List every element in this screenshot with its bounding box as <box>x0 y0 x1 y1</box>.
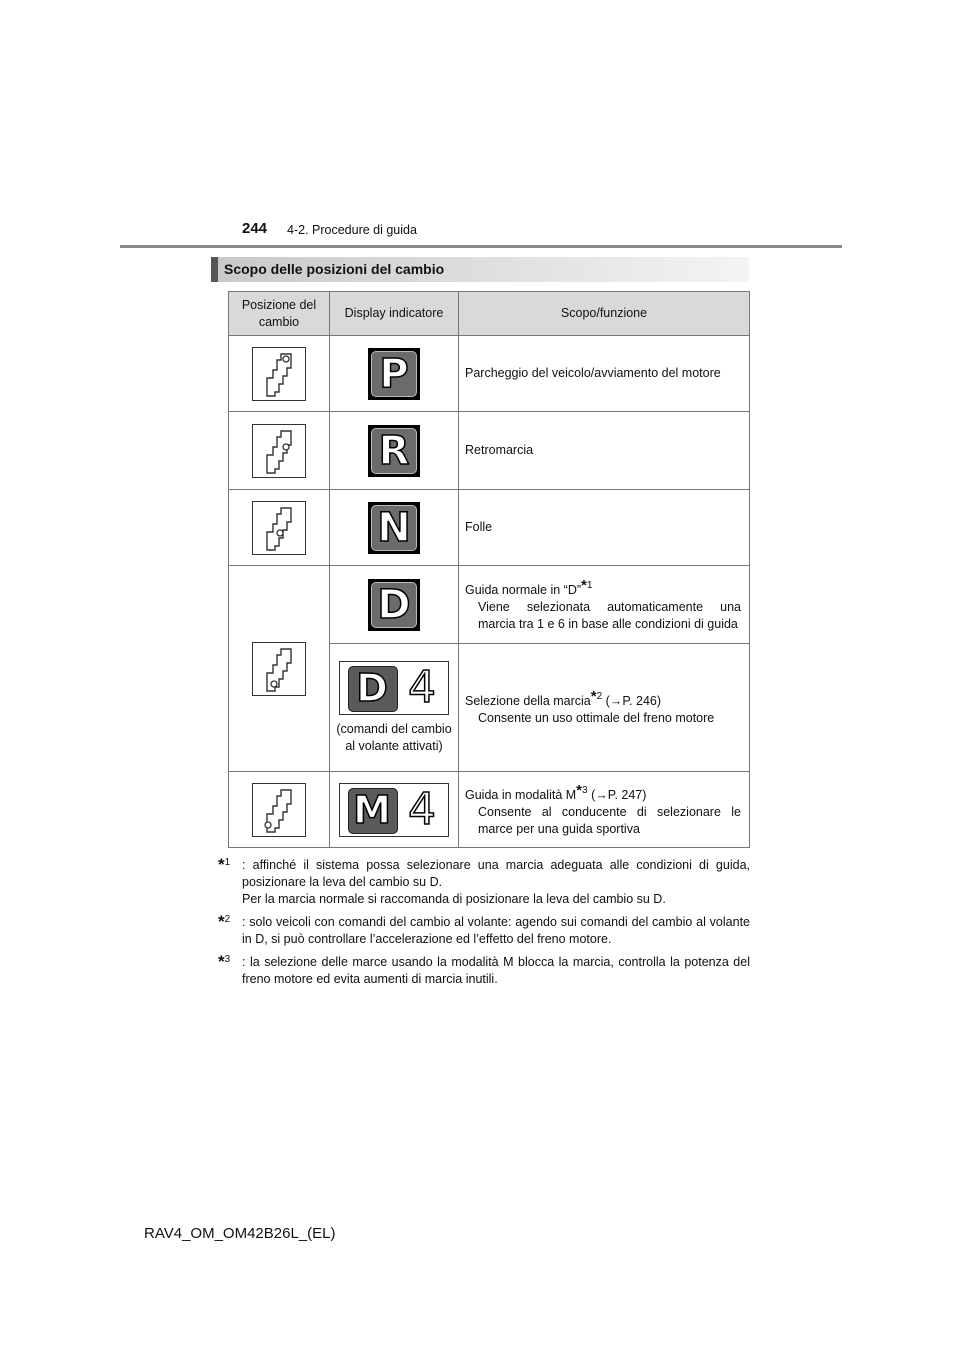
function-detail: Consente al conducente di selezionare le marce per una guida sportiva <box>478 804 741 836</box>
footnote-ref: 1 <box>586 579 593 591</box>
page-reference: (→P. 247) <box>591 787 647 802</box>
indicator-p-icon: P <box>368 348 420 400</box>
shift-gate-n-icon <box>252 501 306 555</box>
shift-position-table <box>228 291 750 848</box>
function-title: Selezione della marcia <box>465 694 591 708</box>
heading-tab-marker <box>211 257 218 282</box>
footnote-text: : la selezione delle marce usando la modalità M blocca la marcia, controlla la potenza del freno motore ed evita aumenti di marcia inutili. <box>242 955 750 986</box>
function-title: Guida normale in “D” <box>465 582 582 597</box>
document-code-footer: RAV4_OM_OM42B26L_(EL) <box>144 1225 336 1242</box>
shift-gate-p-icon <box>252 347 306 401</box>
footnotes <box>218 857 750 994</box>
shift-gate-d-icon <box>252 642 306 696</box>
footnote-ref: 2 <box>596 691 603 702</box>
section-breadcrumb: 4-2. Procedure di guida <box>287 223 417 237</box>
function-cell: Guida in modalità $M^{*3}$ (→P. 247) Consente al conducente di selezionare le marce per una guida sportiva <box>459 772 750 848</box>
section-heading-bar <box>211 257 749 282</box>
footnote-text: : solo veicoli con comandi del cambio al volante: agendo sui comandi del cambio al volante in D, si può controllare l’accelerazione ed l’effetto del freno motore. <box>242 915 750 946</box>
indicator-cell <box>330 772 459 848</box>
table-row <box>229 412 750 490</box>
function-cell: Folle <box>459 490 750 566</box>
footnote-3: *$^3$ : la selezione delle marce usando la modalità M blocca la marcia, controlla la potenza del freno motore ed evita aumenti di marcia inutili. <box>218 952 750 986</box>
function-cell: Retromarcia <box>459 412 750 490</box>
table-row <box>229 490 750 566</box>
shift-gate-m-icon <box>252 783 306 837</box>
footnote-2: *$^2$ : solo veicoli con comandi del cambio al volante: agendo sui comandi del cambio al volante in D, si può controllare l’accelerazione ed l’effetto del freno motore. <box>218 912 750 946</box>
page-number: 244 <box>242 220 268 237</box>
header-position: Posizione del cambio <box>229 292 330 336</box>
table-row <box>229 772 750 848</box>
indicator-n-icon: N <box>368 502 420 554</box>
indicator-d-icon: D <box>368 579 420 631</box>
footnote-1: *$^1$ : affinché il sistema possa selezionare una marcia adeguata alle condizioni di guida, posizionare la leva del cambio su D. Per la marcia normale si raccomanda di posizionare la leva del cambio su D. <box>218 855 750 906</box>
shift-gate-r-icon <box>252 424 306 478</box>
shifter-cell <box>229 490 330 566</box>
indicator-m4-icon: M 4 <box>339 783 449 837</box>
page-reference: (→P. 246) <box>605 694 662 708</box>
function-cell: Guida normale in “D”$^{*1}$ Viene selezionata automaticamente una marcia tra 1 e 6 in base alle condizioni di guida <box>459 566 750 644</box>
shifter-cell <box>229 566 330 772</box>
indicator-d4-icon: D 4 <box>339 661 449 715</box>
function-cell: Selezione della marcia$^{*2}$ (→P. 246) Consente un uso ottimale del freno motore <box>459 644 750 772</box>
function-detail: Consente un uso ottimale del freno motore <box>478 711 715 725</box>
function-detail: Viene selezionata automaticamente una marcia tra 1 e 6 in base alle condizioni di guida <box>478 599 741 631</box>
header-display: Display indicatore <box>330 292 459 336</box>
indicator-cell <box>330 490 459 566</box>
indicator-caption: (comandi del cambio al volante attivati) <box>336 721 452 753</box>
table-header-row <box>229 292 750 336</box>
function-cell: Parcheggio del veicolo/avviamento del motore <box>459 336 750 412</box>
shifter-cell <box>229 772 330 848</box>
section-heading: Scopo delle posizioni del cambio <box>224 261 445 277</box>
table-row <box>229 336 750 412</box>
indicator-cell <box>330 336 459 412</box>
footnote-ref: 3 <box>582 784 588 796</box>
footnote-text: : affinché il sistema possa selezionare una marcia adeguata alle condizioni di guida, posizionare la leva del cambio su D. <box>242 858 750 889</box>
header-divider <box>120 245 842 248</box>
indicator-cell <box>330 566 459 644</box>
header-function: Scopo/funzione <box>459 292 750 336</box>
footnote-text-2: Per la marcia normale si raccomanda di posizionare la leva del cambio su D. <box>242 892 666 906</box>
table-row <box>229 566 750 644</box>
indicator-cell <box>330 412 459 490</box>
indicator-cell <box>330 644 459 772</box>
function-title: Guida in modalità M <box>465 787 577 802</box>
shifter-cell <box>229 412 330 490</box>
shifter-cell <box>229 336 330 412</box>
indicator-r-icon: R <box>368 425 420 477</box>
